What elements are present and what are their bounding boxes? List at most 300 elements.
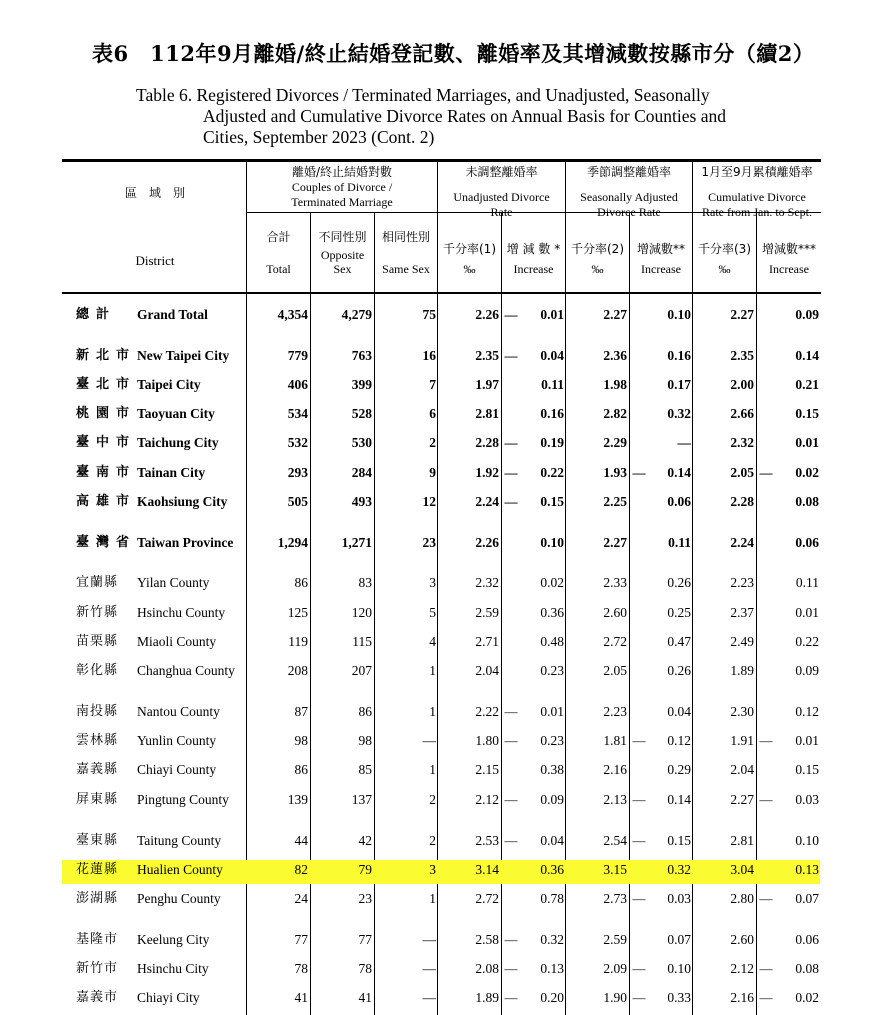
unadjusted-sign: — [504,494,518,509]
opposite-sex-cell: 528 [351,406,372,421]
seasonal-sign [630,700,648,724]
seasonal-increase-cell: 0.12 [667,733,691,748]
cumulative-increase-cell: 0.09 [795,663,819,678]
header-inc3-en: Increase [769,262,809,276]
unadjusted-sign: — [504,990,518,1005]
cumulative-sign [757,630,775,654]
district-en: Hsinchu County [137,605,226,620]
table-row [0,986,881,1010]
total-cell: 208 [287,663,308,678]
unadjusted-sign [502,402,520,426]
seasonal-sign [630,373,648,397]
total-cell: 406 [287,377,308,392]
same-sex-cell: 5 [429,605,436,620]
seasonal-sign [630,659,648,683]
table-row [0,490,881,514]
seasonal-sign [630,858,648,882]
table-row [0,571,881,595]
district-zh: 雲林縣 [76,733,119,748]
seasonal-sign [630,431,648,455]
opposite-sex-cell: 23 [358,891,372,906]
cumulative-sign: — [759,792,773,807]
header-total-en: Total [266,262,291,276]
district-zh: 屏東縣 [76,792,119,807]
opposite-sex-cell: 115 [352,634,372,649]
seasonal-sign [630,344,648,368]
cumulative-rate-cell: 2.27 [730,307,754,322]
unadjusted-sign: — [504,932,518,947]
unadjusted-rate-cell: 2.32 [475,575,499,590]
cumulative-rate-cell: 2.27 [730,792,754,807]
seasonal-sign: — [632,961,646,976]
table-row [0,788,881,812]
header-couples-zh: 離婚/終止結婚對數 [291,165,393,179]
unadjusted-rate-cell: 2.15 [475,762,499,777]
header-opp-en1: Opposite [320,248,365,262]
header-unadj-zh: 未調整離婚率 [465,165,538,179]
district-en: Kaohsiung City [137,494,228,509]
table-row [0,928,881,952]
opposite-sex-cell: 1,271 [341,535,372,550]
same-sex-cell: 6 [429,406,436,421]
district-en: Nantou County [137,704,220,719]
unadjusted-sign: — [504,348,518,363]
unadjusted-rate-cell: 2.26 [475,307,499,322]
cumulative-increase-cell: 0.06 [795,535,819,550]
seasonal-rate-cell: 1.98 [603,377,627,392]
district-en: Taitung County [137,833,222,848]
total-cell: 24 [294,891,308,906]
unadjusted-increase-cell: 0.22 [540,465,564,480]
unadjusted-rate-cell: 2.81 [475,406,499,421]
unadjusted-rate-cell: 2.53 [475,833,499,848]
cumulative-increase-cell: 0.21 [795,377,819,392]
unadjusted-rate-cell: 1.92 [475,465,499,480]
seasonal-increase-cell: 0.32 [667,406,691,421]
header-unadj-en2: Rate [490,205,513,219]
unadjusted-increase-cell: 0.13 [540,961,564,976]
unadjusted-increase-cell: 0.20 [540,990,564,1005]
cumulative-sign [757,531,775,555]
total-cell: 119 [288,634,308,649]
same-sex-cell: 23 [422,535,436,550]
same-sex-cell: 9 [429,465,436,480]
same-sex-cell: — [422,990,436,1005]
seasonal-sign [630,630,648,654]
cumulative-sign: — [759,990,773,1005]
header-total-zh: 合計 [266,230,291,244]
cumulative-rate-cell: 2.04 [730,762,754,777]
district-en: Changhua County [137,663,235,678]
seasonal-increase-cell: 0.16 [667,348,691,363]
cumulative-increase-cell: 0.13 [795,862,819,877]
table-row [0,758,881,782]
opposite-sex-cell: 85 [358,762,372,777]
total-cell: 87 [294,704,308,719]
unadjusted-sign [502,373,520,397]
district-en: Grand Total [137,307,208,322]
unadjusted-increase-cell: 0.16 [540,406,564,421]
unadjusted-sign: — [504,792,518,807]
unadjusted-rate-cell: 2.26 [475,535,499,550]
seasonal-rate-cell: 1.81 [603,733,627,748]
unadjusted-increase-cell: 0.11 [541,377,564,392]
same-sex-cell: 16 [422,348,436,363]
header-seas-en2: Divorce Rate [597,205,661,219]
cumulative-increase-cell: 0.10 [795,833,819,848]
unadjusted-sign: — [504,465,518,480]
district-en: Hualien County [137,862,223,877]
cumulative-increase-cell: 0.12 [795,704,819,719]
seasonal-rate-cell: 2.60 [603,605,627,620]
table-title-zh: 表6 112年9月離婚/終止結婚登記數、離婚率及其增減數按縣市分（續2） [92,41,815,66]
unadjusted-sign: — [504,307,518,322]
opposite-sex-cell: 78 [358,961,372,976]
header-cum-zh: 1月至9月累積離婚率 [701,165,813,179]
table-title-en [136,85,786,148]
seasonal-rate-cell: 2.27 [603,535,627,550]
opposite-sex-cell: 207 [351,663,372,678]
district-zh: 嘉義市 [76,990,119,1005]
cumulative-sign [757,829,775,853]
district-zh: 臺南市 [76,465,137,480]
total-cell: 44 [294,833,308,848]
district-en: Yunlin County [137,733,217,748]
cumulative-rate-cell: 1.89 [730,663,754,678]
district-en: Penghu County [137,891,221,906]
cumulative-increase-cell: 0.22 [795,634,819,649]
total-cell: 78 [294,961,308,976]
same-sex-cell: 1 [429,704,436,719]
header-inc2-zh: 增減數** [636,242,685,256]
district-en: Taipei City [137,377,201,392]
unadjusted-rate-cell: 2.08 [475,961,499,976]
seasonal-sign [630,490,648,514]
seasonal-sign: — [632,891,646,906]
total-cell: 98 [294,733,308,748]
unadjusted-increase-cell: 0.04 [540,833,564,848]
cumulative-increase-cell: 0.06 [795,932,819,947]
unadjusted-increase-cell: 0.02 [540,575,564,590]
total-cell: 41 [294,990,308,1005]
cumulative-sign: — [759,733,773,748]
cumulative-sign [757,858,775,882]
unadjusted-rate-cell: 2.58 [475,932,499,947]
unadjusted-rate-cell: 1.97 [475,377,499,392]
cumulative-sign [757,402,775,426]
seasonal-rate-cell: 2.09 [603,961,627,976]
unadjusted-sign: — [504,961,518,976]
total-cell: 77 [294,932,308,947]
same-sex-cell: 12 [422,494,436,509]
same-sex-cell: 7 [429,377,436,392]
cumulative-sign [757,490,775,514]
header-same-zh: 相同性別 [381,230,430,244]
seasonal-increase-cell: 0.32 [667,862,691,877]
same-sex-cell: 75 [422,307,436,322]
total-cell: 82 [294,862,308,877]
header-cum-en1: Cumulative Divorce [708,190,806,204]
unadjusted-increase-cell: 0.36 [540,862,564,877]
seasonal-rate-cell: 1.93 [603,465,627,480]
unadjusted-sign: — [504,833,518,848]
unadjusted-rate-cell: 1.80 [475,733,499,748]
unadjusted-rate-cell: 2.22 [475,704,499,719]
table-row [0,402,881,426]
table-row [0,887,881,911]
cumulative-rate-cell: 2.37 [730,605,754,620]
header-seas-zh: 季節調整離婚率 [586,165,671,179]
unadjusted-increase-cell: 0.78 [540,891,564,906]
opposite-sex-cell: 77 [358,932,372,947]
cumulative-rate-cell: 2.49 [730,634,754,649]
cumulative-sign: — [759,891,773,906]
cumulative-increase-cell: 0.01 [795,733,819,748]
district-en: Miaoli County [137,634,217,649]
opposite-sex-cell: 4,279 [341,307,372,322]
unadjusted-increase-cell: 0.15 [540,494,564,509]
total-cell: 532 [287,435,308,450]
district-en: Chiayi City [137,990,200,1005]
unadjusted-increase-cell: 0.36 [540,605,564,620]
cumulative-increase-cell: 0.08 [795,961,819,976]
cumulative-increase-cell: 0.15 [795,762,819,777]
seasonal-sign [630,601,648,625]
same-sex-cell: 1 [429,663,436,678]
total-cell: 86 [294,762,308,777]
seasonal-rate-cell: 1.90 [603,990,627,1005]
seasonal-increase-cell: 0.03 [667,891,691,906]
seasonal-increase-cell: 0.14 [667,465,691,480]
district-zh: 臺北市 [76,377,137,392]
cumulative-sign: — [759,465,773,480]
seasonal-rate-cell: 2.23 [603,704,627,719]
header-cum-en2: Rate from Jan. to Sept. [702,205,812,219]
cumulative-increase-cell: 0.01 [795,605,819,620]
seasonal-rate-cell: 2.25 [603,494,627,509]
header-inc2-en: Increase [641,262,681,276]
seasonal-increase-cell: 0.15 [667,833,691,848]
cumulative-sign [757,928,775,952]
table-row [0,431,881,455]
cumulative-increase-cell: 0.08 [795,494,819,509]
same-sex-cell: 2 [429,792,436,807]
seasonal-increase-cell: 0.07 [667,932,691,947]
table-row [0,461,881,485]
opposite-sex-cell: 493 [351,494,372,509]
seasonal-rate-cell: 2.82 [603,406,627,421]
unadjusted-increase-cell: 0.19 [540,435,564,450]
opposite-sex-cell: 120 [351,605,372,620]
header-couples-en1: Couples of Divorce / [291,180,393,194]
opposite-sex-cell: 137 [351,792,372,807]
district-zh: 新竹市 [76,961,119,976]
cumulative-rate-cell: 3.04 [730,862,754,877]
table-row [0,829,881,853]
cumulative-increase-cell: 0.14 [795,348,819,363]
cumulative-increase-cell: 0.11 [795,575,819,590]
cumulative-sign: — [759,961,773,976]
cumulative-rate-cell: 2.28 [730,494,754,509]
table-row [0,373,881,397]
total-cell: 779 [287,348,308,363]
unadjusted-increase-cell: 0.32 [540,932,564,947]
district-zh: 臺灣省 [76,535,137,550]
district-zh: 桃園市 [76,406,137,421]
cumulative-rate-cell: 2.24 [730,535,754,550]
unadjusted-rate-cell: 2.35 [475,348,499,363]
same-sex-cell: 4 [429,634,436,649]
district-en: Pingtung County [137,792,229,807]
district-zh: 臺東縣 [76,833,119,848]
unadjusted-increase-cell: 0.01 [540,307,564,322]
district-zh: 基隆市 [76,932,119,947]
same-sex-cell: — [422,733,436,748]
district-en: New Taipei City [137,348,230,363]
table-title-en-line2: Adjusted and Cumulative Divorce Rates on Annual Basis for Counties and [203,106,726,126]
same-sex-cell: 3 [429,575,436,590]
district-en: Yilan County [137,575,210,590]
header-region-zh: 區 域 別 [124,186,185,200]
opposite-sex-cell: 41 [358,990,372,1005]
seasonal-increase-cell: 0.47 [667,634,691,649]
seasonal-rate-cell: 3.15 [603,862,627,877]
same-sex-cell: — [422,961,436,976]
unadjusted-increase-cell: 0.38 [540,762,564,777]
total-cell: 125 [287,605,308,620]
district-en: Taiwan Province [137,535,234,550]
unadjusted-sign [502,887,520,911]
unadjusted-increase-cell: 0.01 [540,704,564,719]
unadjusted-sign [502,601,520,625]
opposite-sex-cell: 86 [358,704,372,719]
seasonal-sign [630,571,648,595]
seasonal-increase-cell: 0.25 [667,605,691,620]
seasonal-increase-cell: 0.17 [667,377,691,392]
district-en: Chiayi County [137,762,217,777]
unadjusted-sign: — [504,435,518,450]
header-permille1-zh: 千分率(1) [443,242,496,256]
district-en: Taichung City [137,435,219,450]
district-en: Hsinchu City [137,961,209,976]
seasonal-rate-cell: 2.29 [603,435,627,450]
unadjusted-increase-cell: 0.10 [540,535,564,550]
header-district-en: District [135,253,175,268]
table-row [0,344,881,368]
cumulative-sign [757,758,775,782]
seasonal-rate-cell: 2.59 [603,932,627,947]
header-permille3-zh: 千分率(3) [698,242,751,256]
table-row [0,659,881,683]
seasonal-rate-cell: 2.33 [603,575,627,590]
cumulative-rate-cell: 2.66 [730,406,754,421]
total-cell: 139 [287,792,308,807]
unadjusted-rate-cell: 3.14 [475,862,499,877]
opposite-sex-cell: 83 [358,575,372,590]
cumulative-rate-cell: 2.23 [730,575,754,590]
header-opp-en2: Sex [333,262,352,276]
opposite-sex-cell: 399 [351,377,372,392]
header-inc1-zh: 增 減 數 * [506,242,561,256]
cumulative-increase-cell: 0.15 [795,406,819,421]
cumulative-sign [757,571,775,595]
seasonal-rate-cell: 2.05 [603,663,627,678]
opposite-sex-cell: 530 [351,435,372,450]
total-cell: 505 [287,494,308,509]
seasonal-increase-cell: 0.06 [667,494,691,509]
district-zh: 澎湖縣 [76,891,119,906]
unadjusted-increase-cell: 0.48 [540,634,564,649]
seasonal-rate-cell: 2.72 [603,634,627,649]
seasonal-increase-cell: 0.29 [667,762,691,777]
same-sex-cell: — [422,932,436,947]
same-sex-cell: 1 [429,762,436,777]
cumulative-rate-cell: 2.81 [730,833,754,848]
total-cell: 534 [287,406,308,421]
district-zh: 新竹縣 [76,605,119,620]
cumulative-increase-cell: 0.07 [795,891,819,906]
unadjusted-rate-cell: 1.89 [475,990,499,1005]
seasonal-rate-cell: 2.16 [603,762,627,777]
district-zh: 新北市 [76,348,137,363]
table-row [0,858,881,882]
seasonal-sign [630,928,648,952]
district-zh: 高雄市 [76,494,137,509]
unadjusted-sign [502,858,520,882]
cumulative-rate-cell: 2.05 [730,465,754,480]
seasonal-increase-cell: 0.14 [667,792,691,807]
seasonal-rate-cell: 2.13 [603,792,627,807]
cumulative-rate-cell: 2.12 [730,961,754,976]
opposite-sex-cell: 42 [358,833,372,848]
district-zh: 嘉義縣 [76,762,119,777]
table-row [0,700,881,724]
cumulative-increase-cell: 0.02 [795,465,819,480]
table-row [0,601,881,625]
table-title-en-line3: Cities, September 2023 (Cont. 2) [203,127,435,147]
unadjusted-rate-cell: 2.12 [475,792,499,807]
table-row [0,303,881,327]
unadjusted-sign: — [504,733,518,748]
unadjusted-rate-cell: 2.24 [475,494,499,509]
seasonal-sign: — [632,833,646,848]
table-row [0,630,881,654]
seasonal-increase-cell: 0.33 [667,990,691,1005]
same-sex-cell: 1 [429,891,436,906]
cumulative-rate-cell: 2.35 [730,348,754,363]
total-cell: 293 [287,465,308,480]
cumulative-sign [757,303,775,327]
top-rule [62,159,821,162]
cumulative-sign [757,344,775,368]
cumulative-sign [757,431,775,455]
same-sex-cell: 2 [429,833,436,848]
district-zh: 彰化縣 [76,663,119,678]
cumulative-increase-cell: 0.09 [795,307,819,322]
seasonal-sign [630,531,648,555]
unadjusted-sign [502,531,520,555]
unadjusted-increase-cell: 0.04 [540,348,564,363]
district-en: Tainan City [137,465,206,480]
district-zh: 臺中市 [76,435,137,450]
total-cell: 1,294 [277,535,308,550]
cumulative-rate-cell: 2.32 [730,435,754,450]
opposite-sex-cell: 763 [351,348,372,363]
seasonal-rate-cell: 2.36 [603,348,627,363]
header-opp-zh: 不同性別 [318,230,367,244]
district-zh: 宜蘭縣 [76,575,119,590]
seasonal-increase-cell: 0.11 [668,535,691,550]
